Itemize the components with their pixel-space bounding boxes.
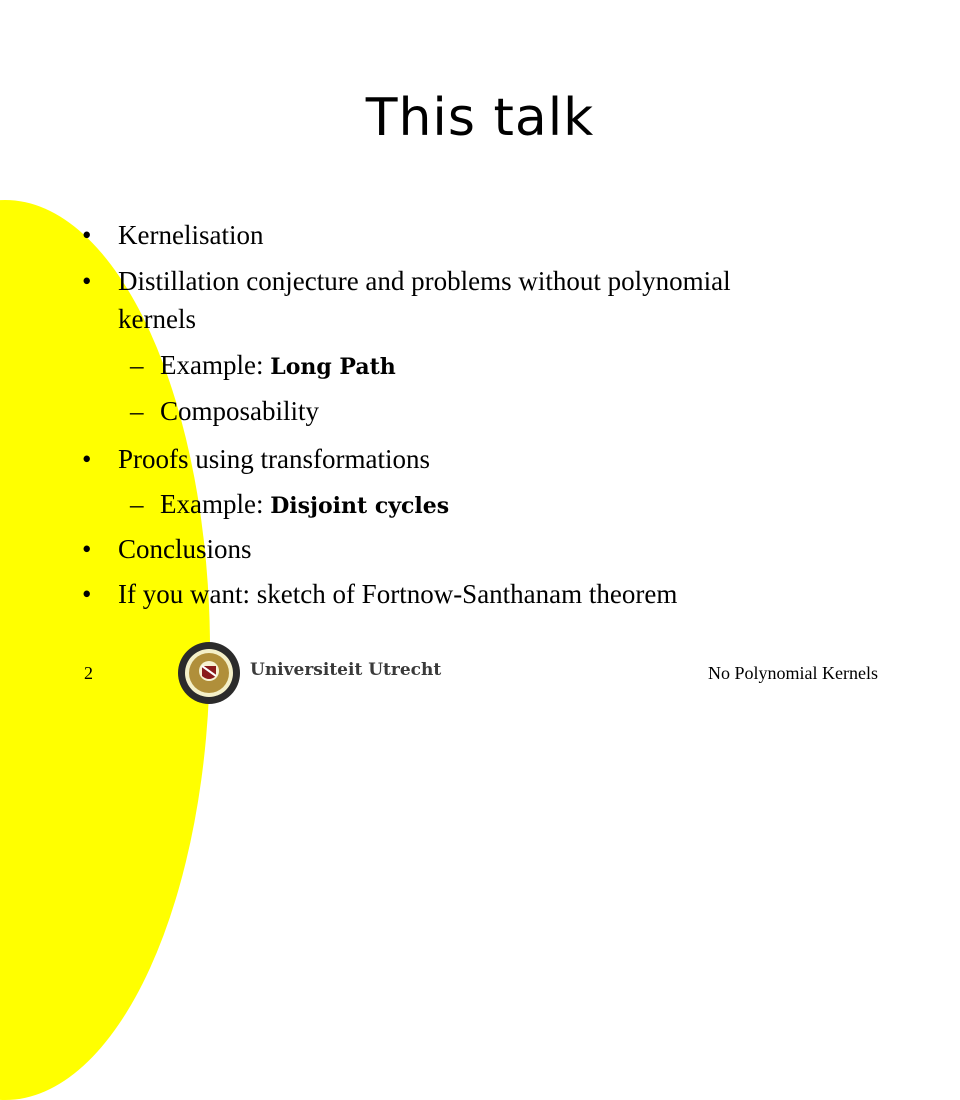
page-number: 2 bbox=[84, 663, 93, 683]
bullet-proofs: Proofs using transformations bbox=[118, 444, 430, 474]
bullet-distillation-line2: kernels bbox=[118, 304, 196, 334]
bullet-dot: • bbox=[82, 444, 92, 474]
bullet-kernelisation: Kernelisation bbox=[118, 220, 264, 250]
example-prefix: Example: bbox=[160, 489, 271, 519]
subbullet-composability: Composability bbox=[160, 396, 320, 426]
bullet-distillation-line1: Distillation conjecture and problems without polynomial bbox=[118, 266, 731, 296]
subbullet-dash: – bbox=[130, 396, 144, 426]
long-path-term: Long Path bbox=[270, 354, 396, 380]
subbullet-example-long-path bbox=[160, 346, 396, 386]
disjoint-cycles-term: Disjoint cycles bbox=[270, 493, 450, 519]
bullet-fortnow-santhanam: If you want: sketch of Fortnow-Santhanam theorem bbox=[118, 579, 678, 609]
subbullet-example-disjoint-cycles bbox=[160, 485, 449, 525]
bullet-dot: • bbox=[82, 220, 92, 250]
subbullet-dash: – bbox=[130, 489, 144, 519]
slide-title: This talk bbox=[365, 88, 595, 148]
example-prefix: Example: bbox=[160, 350, 271, 380]
footer-talk-title: No Polynomial Kernels bbox=[708, 663, 878, 683]
bullet-dot: • bbox=[82, 534, 92, 564]
bullet-conclusions: Conclusions bbox=[118, 534, 252, 564]
subbullet-dash: – bbox=[130, 350, 144, 380]
bullet-dot: • bbox=[82, 579, 92, 609]
university-name: Universiteit Utrecht bbox=[250, 660, 442, 680]
bullet-dot: • bbox=[82, 266, 92, 296]
university-seal-icon bbox=[176, 640, 242, 706]
